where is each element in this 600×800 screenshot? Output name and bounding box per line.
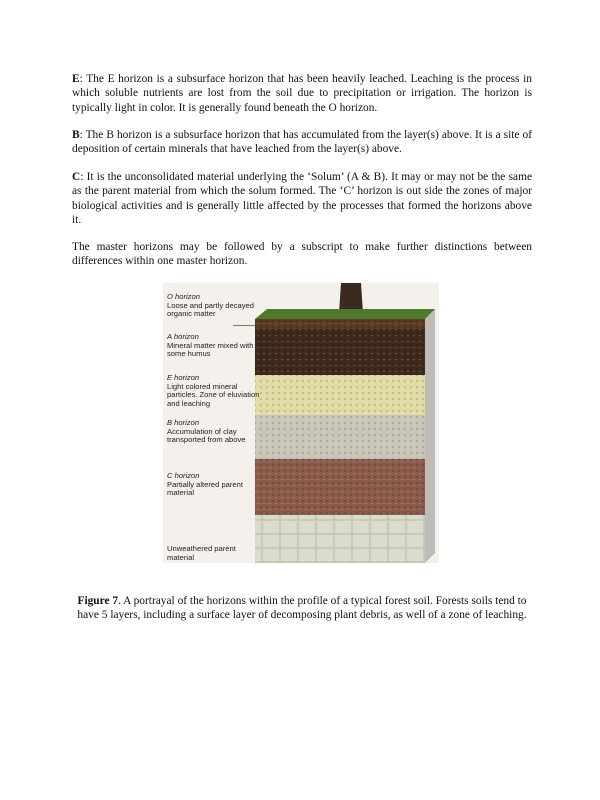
- paragraph-label: B: [72, 129, 80, 141]
- horizon-label-o: [167, 293, 263, 319]
- leader-line: [233, 325, 255, 326]
- paragraph-text: : The B horizon is a subsurface horizon that has accumulated from the layer(s) above. It is a site of deposition of certain minerals that have leached from the layer(s) above.: [72, 129, 532, 156]
- horizon-label-c: [167, 472, 263, 498]
- horizon-name: C horizon: [167, 471, 200, 480]
- figure-caption: [72, 594, 532, 623]
- paragraph-text: : It is the unconsolidated material underlying the ‘Solum’ (A & B). It may or may not be the same as the parent material from which the solum formed. The ‘C’ horizon is out side the zones of major biological activities and is generally little affected by the processes that formed the horizons above it.: [72, 171, 532, 226]
- horizon-name: A horizon: [167, 332, 199, 341]
- horizon-label-a: [167, 333, 263, 359]
- horizon-description: Unweathered parent material: [167, 544, 236, 562]
- soil-profile-figure: [163, 283, 439, 563]
- paragraph-text: : The E horizon is a subsurface horizon that has been heavily leached. Leaching is the process in which soluble nutrients are lost from the soil due to precipitation or irrigation. The horizon is typically light in color. It is generally found beneath the O horizon.: [72, 73, 532, 114]
- horizon-description: Mineral matter mixed with some humus: [167, 340, 254, 359]
- paragraph-label: C: [72, 171, 81, 183]
- paragraph-master-horizons: The master horizons may be followed by a subscript to make further distinctions between differences within one master horizon.: [72, 241, 532, 268]
- paragraph-e-horizon: [72, 72, 532, 115]
- horizon-label-bedrock: [167, 545, 263, 562]
- grass-top-surface: [255, 309, 435, 319]
- horizon-description: Accumulation of clay transported from above: [167, 426, 246, 445]
- paragraph-b-horizon: [72, 128, 532, 157]
- paragraph-label: E: [72, 73, 80, 85]
- soil-texture: [255, 319, 425, 515]
- horizon-description: Loose and partly decayed organic matter: [167, 300, 254, 319]
- horizon-description: Light colored mineral particles. Zone of eluviation and leaching: [167, 381, 260, 408]
- horizon-label-b: [167, 419, 263, 445]
- bedrock-texture: [255, 515, 425, 563]
- horizon-label-e: [167, 374, 263, 408]
- caption-text: . A portrayal of the horizons within the profile of a typical forest soil. Forests soils tend to have 5 layers, including a surface layer of decomposing plant debris, as well of a zone of leaching.: [77, 595, 527, 622]
- horizon-name: E horizon: [167, 373, 200, 382]
- paragraph-c-horizon: [72, 170, 532, 227]
- block-side-face: [425, 309, 435, 563]
- figure-label: Figure 7: [77, 595, 119, 607]
- tree-trunk: [339, 283, 363, 313]
- horizon-name: O horizon: [167, 292, 200, 301]
- horizon-name: B horizon: [167, 418, 200, 427]
- horizon-description: Partially altered parent material: [167, 479, 243, 498]
